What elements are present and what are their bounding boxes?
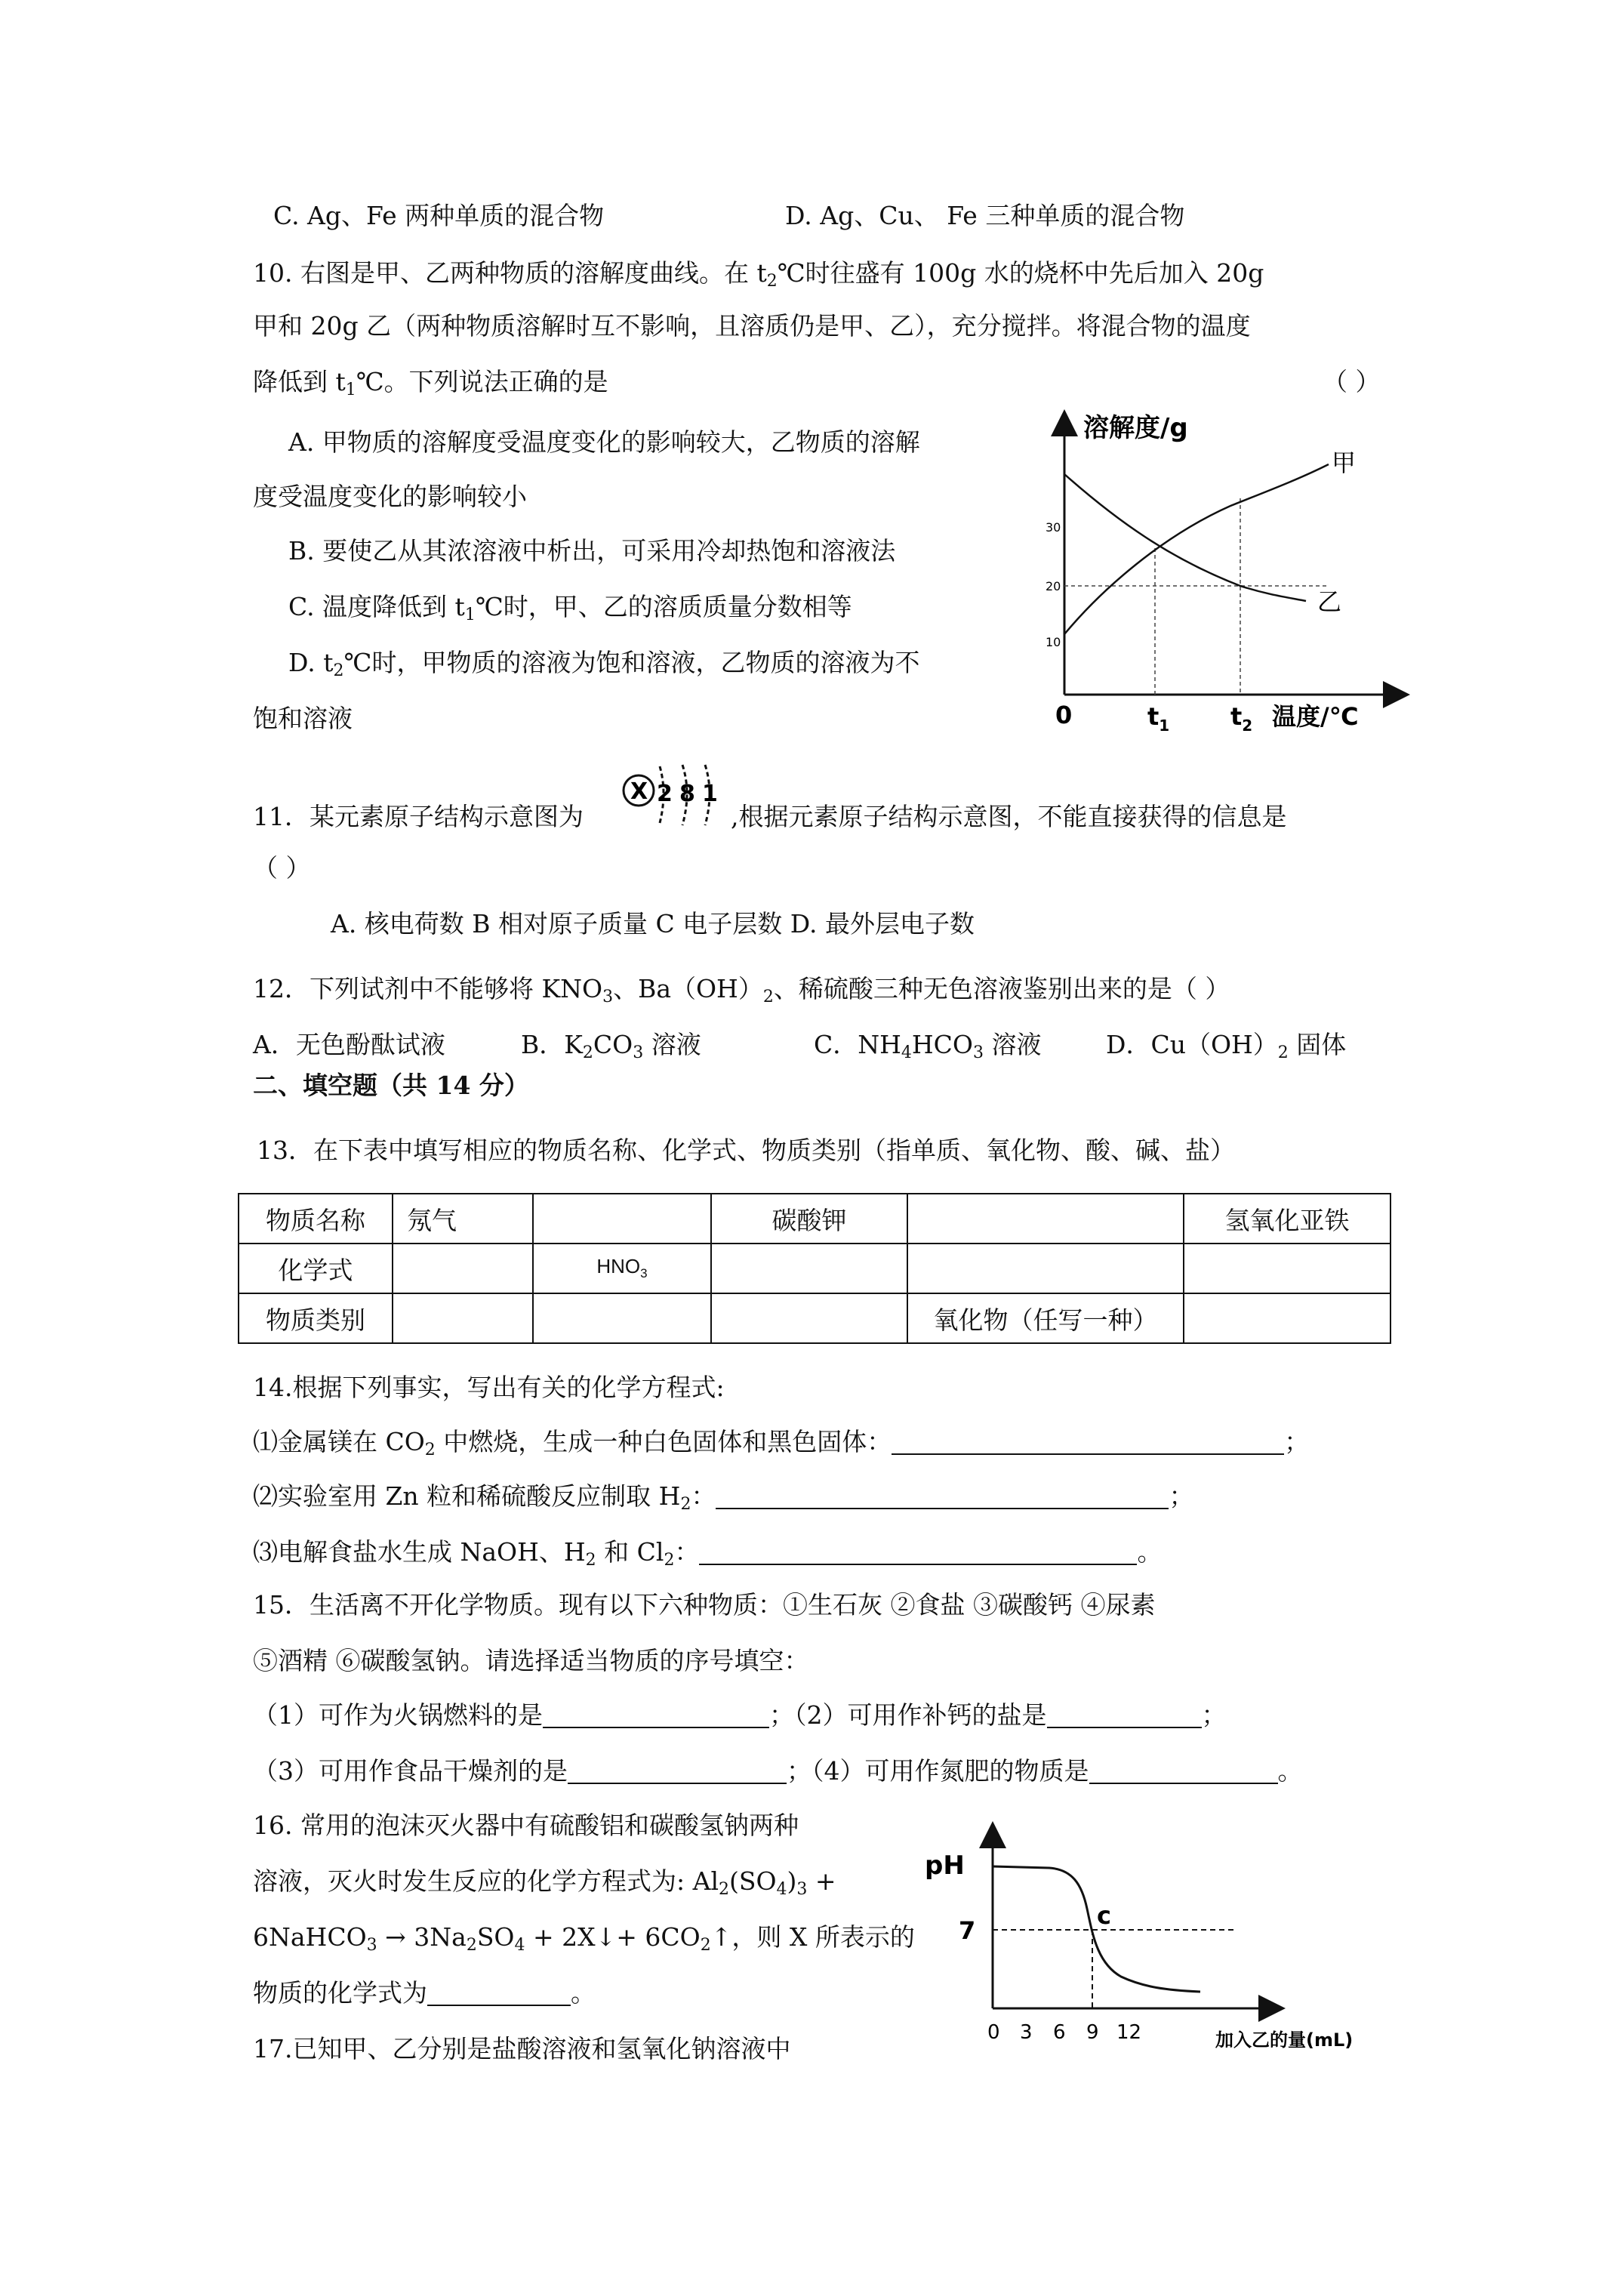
cell-neon: 氖气 — [393, 1194, 533, 1244]
q10-line-2: 甲和 20g 乙（两种物质溶解时互不影响，且溶质仍是甲、乙），充分搅拌。将混合物的温度 — [253, 311, 1251, 341]
q14-item-3: ⑶电解食盐水生成 NaOH、$H_2$ 和 $Cl_2$： 。 — [253, 1537, 1163, 1570]
x-tick-3: 3 — [1020, 2021, 1033, 2044]
cell-oxide: 氧化物（任写一种） — [907, 1293, 1184, 1343]
q15-line-1: 15．生活离不开化学物质。现有以下六种物质：①生石灰 ②食盐 ③碳酸钙 ④尿素 — [253, 1590, 1156, 1620]
table-cell — [1184, 1293, 1390, 1343]
curve-label-yi: 乙 — [1317, 587, 1342, 616]
q16-line-4: 物质的化学式为 。 — [253, 1978, 596, 2008]
table-cell — [907, 1244, 1184, 1293]
row-head-category: 物质类别 — [239, 1293, 393, 1343]
table-row — [239, 1244, 1390, 1293]
solubility-curve-graph — [1042, 408, 1419, 740]
table-cell — [533, 1194, 711, 1244]
cell-potassium-carbonate: 碳酸钾 — [711, 1194, 907, 1244]
q11-line-1-a: 11．某元素原子结构示意图为 — [253, 802, 584, 831]
q15-line-2: ⑤酒精 ⑥碳酸氢钠。请选择适当物质的序号填空： — [253, 1646, 809, 1675]
y-axis-label: pH — [925, 1851, 965, 1881]
answer-blank[interactable] — [716, 1485, 1169, 1509]
q16-line-1: 16. 常用的泡沫灭火器中有硫酸铝和碳酸氢钠两种 — [253, 1811, 799, 1840]
q13-table — [238, 1193, 1391, 1344]
q16-line-2: 溶液，灭火时发生反应的化学方程式为: $Al_2(SO_4)_3$ + — [253, 1866, 836, 1899]
point-c-label: c — [1097, 1901, 1111, 1930]
cell-hno3: $HNO_3$ — [533, 1244, 711, 1293]
x-tick-9: 9 — [1086, 2021, 1099, 2044]
section-2-heading: 二、填空题（共 14 分） — [253, 1071, 529, 1100]
row-head-formula: 化学式 — [239, 1244, 393, 1293]
atomic-structure-diagram — [621, 759, 734, 834]
answer-blank[interactable] — [427, 1982, 571, 2006]
answer-blank[interactable] — [543, 1704, 769, 1728]
curve-yi — [1064, 474, 1306, 601]
q12-line-1: 12．下列试剂中不能够将 $KNO_3$、$Ba(OH)_2$、稀硫酸三种无色溶液鉴别出来的是（ ） — [253, 974, 1230, 1006]
q10-option-c: C. 温度降低到 $t_1℃$时，甲、乙的溶质质量分数相等 — [288, 592, 852, 624]
x-origin: 0 — [1055, 701, 1073, 729]
q9-option-c: C. Ag、Fe 两种单质的混合物 — [273, 201, 605, 230]
answer-blank[interactable] — [699, 1541, 1137, 1565]
q17-line-1: 17.已知甲、乙分别是盐酸溶液和氢氧化钠溶液中 — [253, 2034, 791, 2063]
q15-line-4: （3）可用作食品干燥剂的是 ；（4）可用作氮肥的物质是 。 — [253, 1756, 1303, 1786]
q14-item-2: ⑵实验室用 Zn 粒和稀硫酸反应制取 $H_2$： ； — [253, 1481, 1194, 1514]
table-cell — [711, 1293, 907, 1343]
shell-1: 2 — [657, 781, 673, 807]
table-row — [239, 1293, 1390, 1343]
y-tick-7: 7 — [959, 1916, 976, 1945]
q9-option-d: D. Ag、Cu、 Fe 三种单质的混合物 — [785, 201, 1185, 230]
curve-jia — [1064, 464, 1329, 634]
x-tick-6: 6 — [1053, 2021, 1066, 2044]
table-cell — [533, 1293, 711, 1343]
table-cell — [393, 1244, 533, 1293]
q16-line-3: 6NaHCO$_3$ → $3Na_2SO_4$ + 2X↓+ $6CO_2↑$，则 X 所表示的 — [253, 1922, 915, 1955]
curve-label-jia: 甲 — [1332, 448, 1357, 477]
table-row — [239, 1194, 1390, 1244]
y-axis-label: 溶解度/g — [1083, 413, 1188, 443]
x-axis-label: 温度/℃ — [1272, 702, 1359, 731]
q11-options: A. 核电荷数 B 相对原子质量 C 电子层数 D. 最外层电子数 — [331, 909, 975, 938]
answer-blank[interactable] — [1089, 1760, 1278, 1784]
table-cell — [1184, 1244, 1390, 1293]
x-axis-label: 加入乙的量(mL) — [1215, 2029, 1354, 2051]
q10-line-1: 10. 右图是甲、乙两种物质的溶解度曲线。在 $t_2℃$时往盛有 100g 水的烧杯中先后加入 20g — [253, 258, 1264, 291]
shell-2: 8 — [679, 781, 695, 807]
q15-line-3: （1）可作为火锅燃料的是 ；（2）可用作补钙的盐是 ； — [253, 1700, 1227, 1730]
y-tick-20: 20 — [1046, 579, 1061, 593]
table-cell — [711, 1244, 907, 1293]
x-tick-t1: $t_1$ — [1147, 702, 1170, 735]
q14-intro: 14.根据下列事实，写出有关的化学方程式: — [253, 1373, 725, 1402]
atom-symbol: X — [630, 778, 648, 805]
answer-blank[interactable] — [892, 1431, 1284, 1455]
q10-option-d-cont: 饱和溶液 — [253, 704, 353, 733]
answer-blank[interactable] — [1047, 1704, 1202, 1728]
cell-ferrous-hydroxide: 氢氧化亚铁 — [1184, 1194, 1390, 1244]
q10-line-3: 降低到 $t_1℃$。下列说法正确的是 — [253, 367, 608, 399]
q10-answer-paren: （ ） — [1323, 367, 1381, 396]
shell-3: 1 — [702, 781, 718, 807]
q10-option-b: B. 要使乙从其浓溶液中析出，可采用冷却热饱和溶液法 — [288, 536, 896, 566]
x-tick-12: 12 — [1116, 2021, 1142, 2044]
q13-intro: 13．在下表中填写相应的物质名称、化学式、物质类别（指单质、氧化物、酸、碱、盐） — [257, 1136, 1235, 1165]
answer-blank[interactable] — [568, 1760, 787, 1784]
x-tick-0: 0 — [987, 2021, 1000, 2044]
y-tick-30: 30 — [1046, 520, 1061, 535]
q12-option-a: A．无色酚酞试液 — [253, 1030, 445, 1059]
table-cell — [393, 1293, 533, 1343]
q10-option-d: D. $t_2℃$时，甲物质的溶液为饱和溶液，乙物质的溶液为不 — [288, 648, 920, 680]
y-tick-10: 10 — [1046, 635, 1061, 649]
q12-option-d: D．$Cu(OH)_2$ 固体 — [1106, 1030, 1347, 1062]
q14-item-1: ⑴金属镁在 $CO_2$ 中燃烧，生成一种白色固体和黑色固体： ； — [253, 1427, 1310, 1459]
q10-option-a-cont: 度受温度变化的影响较小 — [253, 482, 527, 511]
table-cell — [907, 1194, 1184, 1244]
x-tick-t2: $t_2$ — [1230, 702, 1253, 735]
q11-answer-paren: （ ） — [253, 853, 311, 883]
ph-curve-graph — [917, 1820, 1431, 2054]
q12-option-c: C．$NH_4HCO_3$ 溶液 — [814, 1030, 1042, 1062]
q11-line-1-b: ,根据元素原子结构示意图，不能直接获得的信息是 — [731, 802, 1287, 831]
q10-option-a: A. 甲物质的溶解度受温度变化的影响较大，乙物质的溶解 — [288, 427, 920, 457]
row-head-name: 物质名称 — [239, 1194, 393, 1244]
q12-option-b: B．$K_2CO_3$ 溶液 — [521, 1030, 701, 1062]
